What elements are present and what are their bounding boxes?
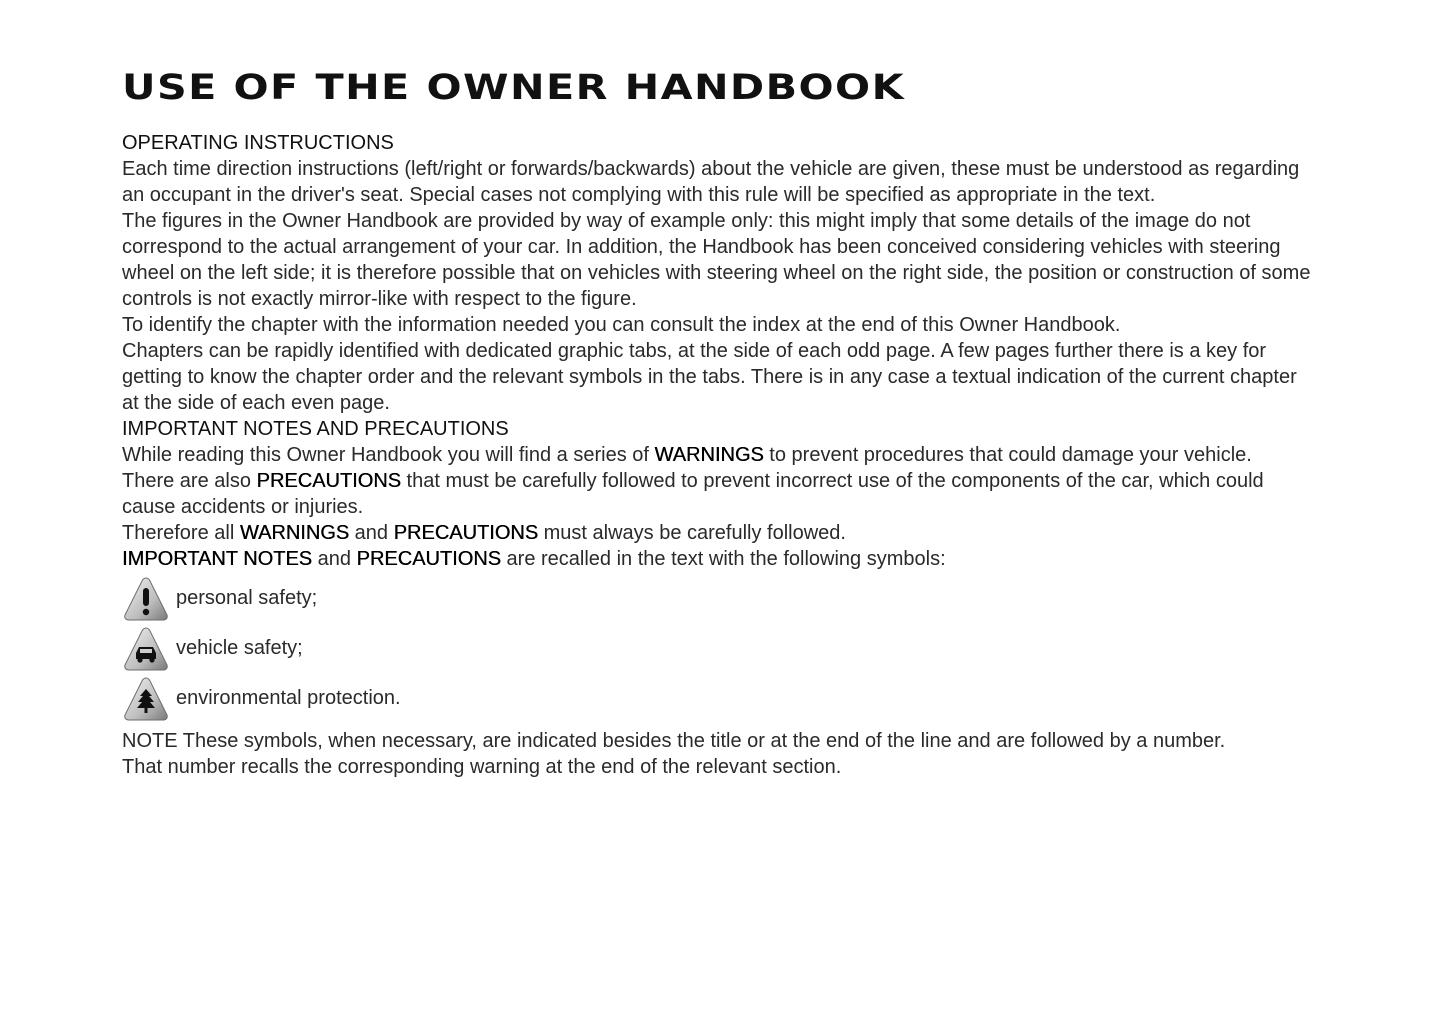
followed-paragraph — [122, 520, 1312, 546]
symbol-label-environmental-protection: environmental protection. — [176, 687, 401, 709]
followed-text-a: Therefore all — [122, 522, 240, 544]
precautions-text-a: There are also — [122, 470, 257, 492]
warnings-keyword: WARNINGS — [654, 444, 764, 466]
symbols-text-b: are recalled in the text with the following symbols: — [500, 548, 946, 570]
handbook-page — [122, 66, 1312, 780]
symbols-keyword-precautions: PRECAUTIONS — [356, 548, 501, 570]
symbols-keyword-notes: IMPORTANT NOTES — [122, 548, 313, 570]
important-notes-heading: IMPORTANT NOTES AND PRECAUTIONS — [122, 418, 509, 440]
precautions-text-b: that must be carefully followed to prevent incorrect use of the components of the car, which could cause accidents or injuries. — [122, 470, 1264, 518]
precautions-paragraph — [122, 468, 1312, 520]
symbols-intro-paragraph — [122, 546, 1312, 572]
precautions-keyword: PRECAUTIONS — [256, 470, 401, 492]
exclamation-warning-icon — [122, 575, 170, 623]
direction-instructions-paragraph: Each time direction instructions (left/right or forwards/backwards) about the vehicle are given, these must be understood as regarding an occupant in the driver's seat. Special cases not complying with this rule will be specified as appropriate in the text. — [122, 158, 1300, 206]
symbols-text-mid: and — [312, 548, 357, 570]
warnings-text-b: to prevent procedures that could damage your vehicle. — [763, 444, 1252, 466]
symbol-row-environmental-protection — [122, 674, 1312, 724]
tree-warning-icon — [122, 675, 170, 723]
note-warning-paragraph: That number recalls the corresponding warning at the end of the relevant section. — [122, 756, 842, 778]
car-warning-icon — [122, 625, 170, 673]
warnings-text-a: While reading this Owner Handbook you will find a series of — [122, 444, 655, 466]
followed-keyword-warnings: WARNINGS — [239, 522, 350, 544]
followed-keyword-precautions: PRECAUTIONS — [393, 522, 539, 544]
symbol-label-personal-safety: personal safety; — [176, 587, 318, 609]
chapter-tabs-paragraph: Chapters can be rapidly identified with dedicated graphic tabs, at the side of each odd page. A few pages further there is a key for getting to know the chapter order and the relevant symbols in the tabs. There is in any case a textual indication of the current chapter at the side of each even page. — [122, 340, 1297, 414]
operating-instructions-heading: OPERATING INSTRUCTIONS — [122, 132, 394, 154]
symbol-row-vehicle-safety — [122, 624, 1312, 674]
note-paragraph: NOTE These symbols, when necessary, are indicated besides the title or at the end of the line and are followed by a number. — [122, 730, 1226, 752]
index-paragraph: To identify the chapter with the information needed you can consult the index at the end of this Owner Handbook. — [122, 314, 1121, 336]
followed-text-b: must always be carefully followed. — [538, 522, 846, 544]
important-notes-section — [122, 416, 1312, 572]
symbol-label-vehicle-safety: vehicle safety; — [176, 637, 303, 659]
warnings-paragraph — [122, 442, 1312, 468]
followed-text-mid: and — [349, 522, 394, 544]
symbol-row-personal-safety — [122, 574, 1312, 624]
operating-instructions-section — [122, 130, 1312, 416]
symbols-list — [122, 574, 1312, 724]
page-title: USE OF THE OWNER HANDBOOK — [122, 68, 906, 108]
note-section — [122, 728, 1312, 780]
figures-paragraph: The figures in the Owner Handbook are provided by way of example only: this might imply that some details of the image do not correspond to the actual arrangement of your car. In addition, the Handbook has been conceived considering vehicles with steering wheel on the left side; it is therefore possible that on vehicles with steering wheel on the right side, the position or construction of some controls is not exactly mirror-like with respect to the figure. — [122, 210, 1311, 310]
